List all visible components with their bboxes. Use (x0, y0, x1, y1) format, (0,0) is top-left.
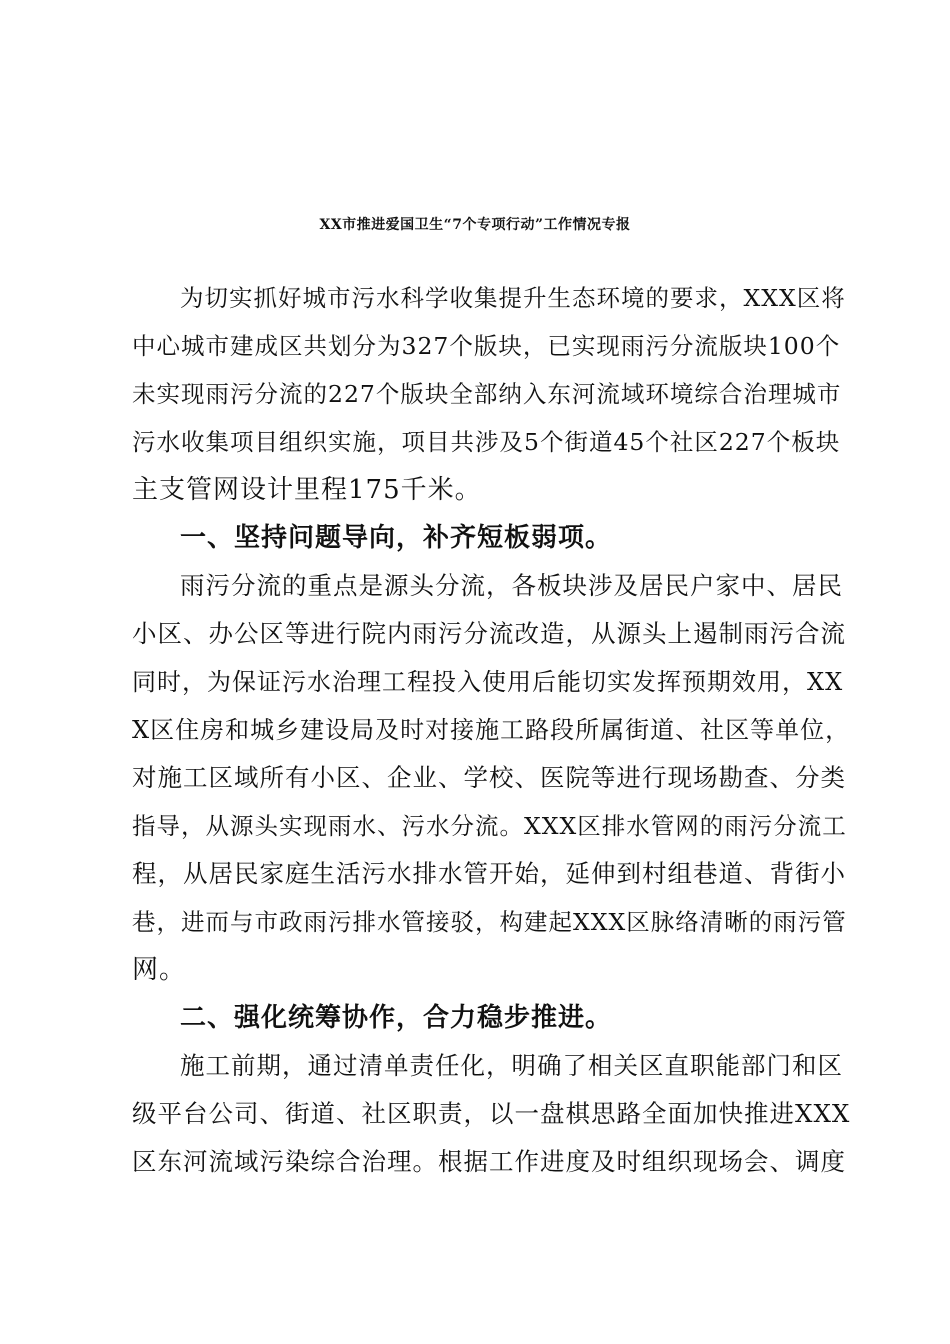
paragraph-line: 主支管网设计里程175千米。 (132, 475, 482, 505)
paragraph-line: 小区、办公区等进行院内雨污分流改造，从源头上遏制雨污合流 (132, 619, 846, 648)
paragraph-line: 雨污分流的重点是源头分流，各板块涉及居民户家中、居民 (180, 571, 843, 600)
paragraph-line: 污水收集项目组织实施，项目共涉及5个街道45个社区227个板块 (132, 428, 841, 456)
document-title: XX市推进爱国卫生“7个专项行动”工作情况专报 (319, 217, 631, 233)
paragraph-line: 级平台公司、街道、社区职责，以一盘棋思路全面加快推进XXX (132, 1099, 851, 1128)
paragraph-line: 对施工区域所有小区、企业、学校、医院等进行现场勘查、分类 (132, 763, 846, 792)
paragraph-line: 巷，进而与市政雨污排水管接驳，构建起XXX区脉络清晰的雨污管 (132, 908, 847, 936)
paragraph-line: X区住房和城乡建设局及时对接施工路段所属街道、社区等单位， (132, 716, 851, 744)
paragraph-line: 同时，为保证污水治理工程投入使用后能切实发挥预期效用，XX (132, 668, 844, 696)
paragraph-line: 为切实抓好城市污水科学收集提升生态环境的要求，XXX区将 (180, 284, 846, 312)
paragraph-line: 指导，从源头实现雨水、污水分流。XXX区排水管网的雨污分流工 (132, 812, 847, 840)
paragraph-line: 中心城市建成区共划分为327个版块，已实现雨污分流版块100个 (132, 332, 841, 360)
paragraph-line: 网。 (132, 955, 187, 985)
section-heading: 二、强化统筹协作，合力稳步推进。 (180, 1003, 613, 1033)
paragraph-line: 未实现雨污分流的227个版块全部纳入东河流域环境综合治理城市 (132, 380, 842, 408)
paragraph-line: 程，从居民家庭生活污水排水管开始，延伸到村组巷道、背街小 (132, 859, 846, 888)
section-heading: 一、坚持问题导向，补齐短板弱项。 (180, 523, 613, 553)
paragraph-line: 区东河流域污染综合治理。根据工作进度及时组织现场会、调度 (132, 1147, 846, 1176)
paragraph-line: 施工前期，通过清单责任化，明确了相关区直职能部门和区 (180, 1051, 843, 1080)
